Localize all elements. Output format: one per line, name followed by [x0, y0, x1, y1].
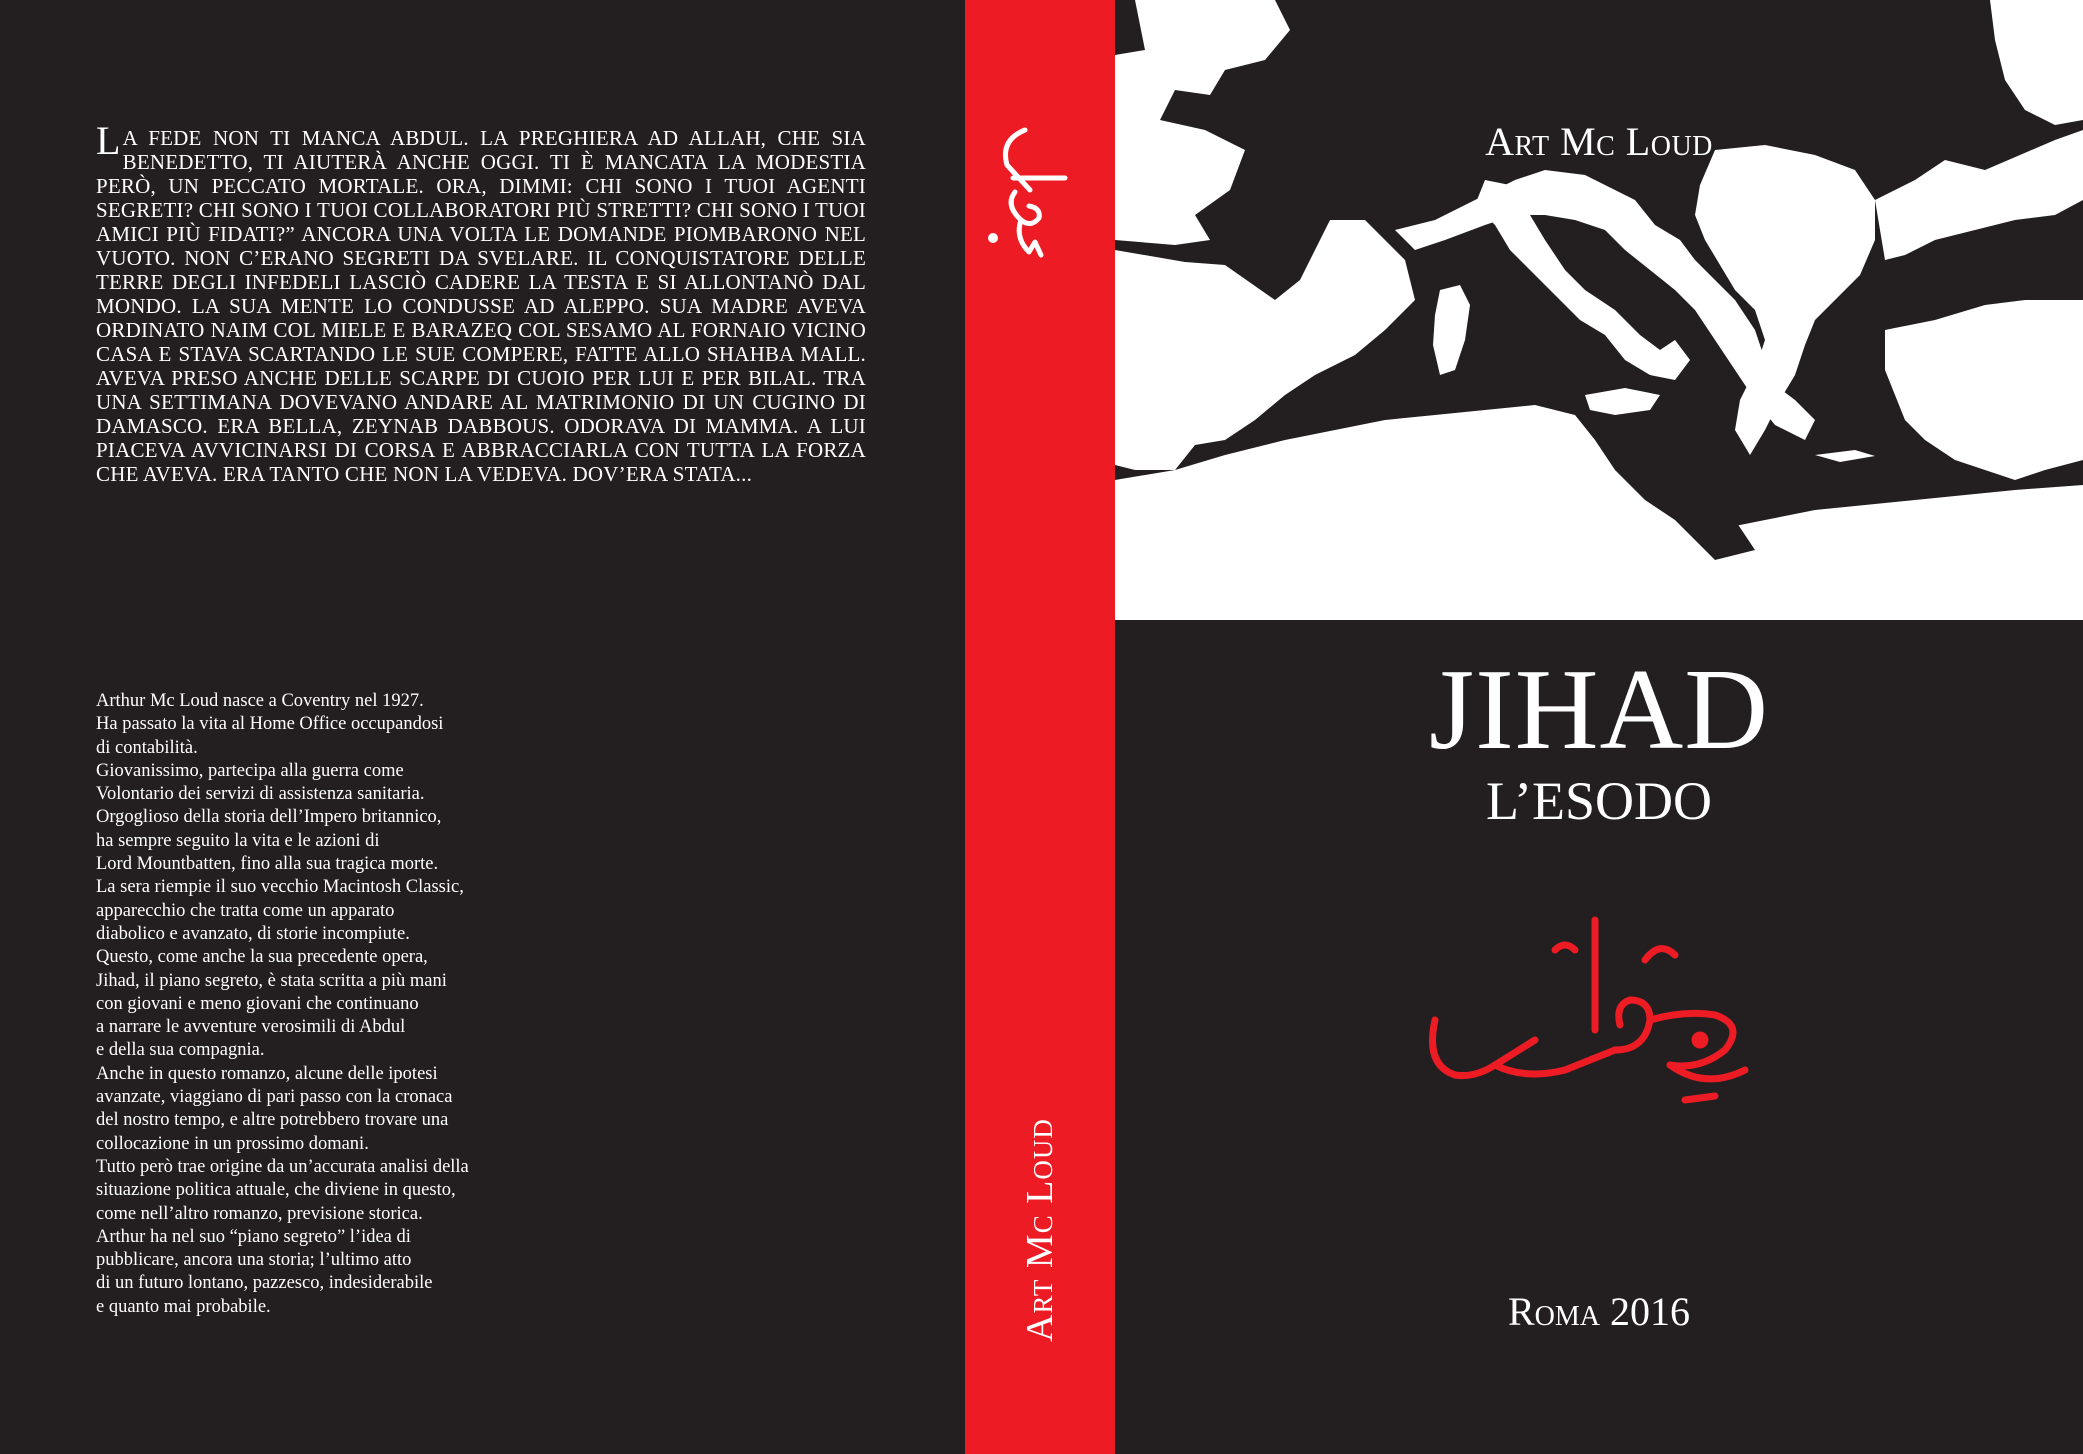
- back-cover-excerpt: [96, 118, 866, 486]
- book-subtitle: L’ESODO: [1485, 771, 1713, 831]
- spine-arabic-calligraphy: [965, 110, 1115, 280]
- back-cover: [0, 0, 965, 1454]
- front-cover: [1115, 0, 2083, 1454]
- spine-author-name: Art Mc Loud: [1019, 1118, 1061, 1342]
- publication-place-year: Roma 2016: [1507, 1289, 1691, 1334]
- book-spine: [965, 0, 1115, 1454]
- book-title: JIHAD: [1428, 646, 1770, 774]
- mediterranean-map-illustration: [1115, 0, 2083, 640]
- author-biography: Arthur Mc Loud nasce a Coventry nel 1927. Ha passato la vita al Home Office occupandosi di contabilità. Giovanissimo, partecipa alla guerra come Volontario dei servizi di assistenza sanitaria. Orgoglioso della storia dell’Impero britannico, ha sempre seguito la vita e le azioni di Lord Mountbatten, fino alla sua tragica morte. La sera riempie il suo vecchio Macintosh Classic, apparecchio che tratta come un apparato diabolico e avanzato, di storie incompiute. Questo, come anche la sua precedente opera, Jihad, il piano segreto, è stata scritta a più mani con giovani e meno giovani che continuano a narrare le avventure verosimili di Abdul e della sua compagnia. Anche in questo romanzo, alcune delle ipotesi avanzate, viaggiano di pari passo con la cronaca del nostro tempo, e altre potrebbero trovare una collocazione in un prossimo domani. Tutto però trae origine da un’accurata analisi della situazione politica attuale, che diviene in questo, come nell’altro romanzo, previsione storica. Arthur ha nel suo “piano segreto” l’idea di pubblicare, ancora una storia; l’ultimo atto di un futuro lontano, pazzesco, indesiderabile e quanto mai probabile.: [96, 691, 469, 1317]
- cover-arabic-calligraphy: [1415, 900, 1755, 1140]
- excerpt-text: A FEDE NON TI MANCA ABDUL. LA PREGHIERA AD ALLAH, CHE SIA BENEDETTO, TI AIUTERÀ ANCHE OGGI. TI È MANCATA LA MODESTIA PERÒ, UN PECCATO MORTALE. ORA, DIMMI: CHI SONO I TUOI AGENTI SEGRETI? CHI SONO I TUOI COLLABORATORI PIÙ STRETTI? CHI SONO I TUOI AMICI PIÙ FIDATI?” ANCORA UNA VOLTA LE DOMANDE PIOMBARONO NEL VUOTO. NON C’ERANO SEGRETI DA SVELARE. IL CONQUISTATORE DELLE TERRE DEGLI INFEDELI LASCIÒ CADERE LA TESTA E SI ALLONTANÒ DAL MONDO. LA SUA MENTE LO CONDUSSE AD ALEPPO. SUA MADRE AVEVA ORDINATO NAIM COL MIELE E BARAZEQ COL SESAMO AL FORNAIO VICINO CASA E STAVA SCARTANDO LE SUE COMPERE, FATTE ALLO SHAHBA MALL. AVEVA PRESO ANCHE DELLE SCARPE DI CUOIO PER LUI E PER BILAL. TRA UNA SETTIMANA DOVEVANO ANDARE AL MATRIMONIO DI UN CUGINO DI DAMASCO. ERA BELLA, ZEYNAB DABBOUS. ODORAVA DI MAMMA. A LUI PIACEVA AVVICINARSI DI CORSA E ABBRACCIARLA CON TUTTA LA FORZA CHE AVEVA. ERA TANTO CHE NON LA VEDEVA. DOV’ERA STATA...: [96, 126, 866, 486]
- cover-author-name: Art Mc Loud: [1485, 119, 1713, 164]
- excerpt-dropcap: L: [96, 118, 121, 163]
